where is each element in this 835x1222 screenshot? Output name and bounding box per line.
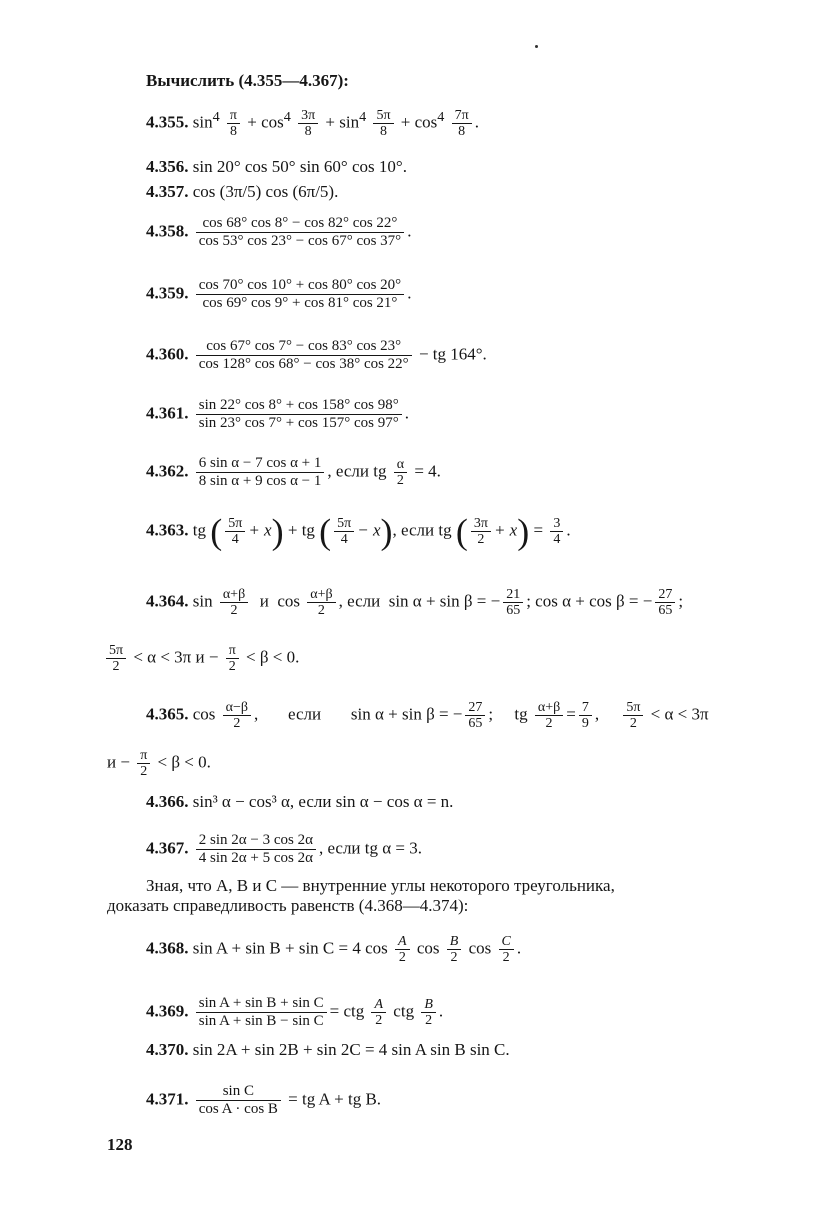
- problem-4-358: 4.358. $\frac{\cos 68^\circ \cos 8^\circ - \cos 82^\circ \cos 22^\circ}{\cos 53^\circ \cos 23^\circ - \cos 67^\circ \cos 37^\circ}$ .: [146, 215, 412, 249]
- problem-4-364-cont: $\frac{5\pi}{2}$ < α < 3π и − $\frac{\pi}{2}$ < β < 0.: [103, 643, 299, 674]
- problem-4-364: 4.364. sin $\frac{\alpha+\beta}{2}$ и cos $\frac{\alpha+\beta}{2}$ , если sin α + sin β = − $\frac{21}{65}$ ; cos α + cos β = − $\frac{27}{65}$ ;: [146, 587, 684, 618]
- problem-4-366: 4.366. sin³ α − cos³ α, если sin α − cos α = n.: [146, 792, 454, 811]
- problem-4-361: 4.361. $\frac{\sin 22^\circ \cos 8^\circ + \cos 158^\circ \cos 98^\circ}{\sin 23^\circ \cos 7^\circ + \cos 157^\circ \cos 97^\circ}$ .: [146, 397, 409, 431]
- problem-4-365: 4.365. cos $\frac{\alpha-\beta}{2}$ , если sin α + sin β = − $\frac{27}{65}$ ; tg $\frac{\alpha+\beta}{2}$ = $\frac{7}{9}$ , $\frac{5\pi}{2}$ < α < 3π: [146, 700, 709, 731]
- problem-4-371: 4.371. $\frac{\text{sin C}}{\text{cos A · cos B}}$ = tg A + tg B.: [146, 1083, 382, 1117]
- problem-4-370: 4.370. sin 2A + sin 2B + sin 2C = 4 sin A sin B sin C.: [146, 1040, 510, 1059]
- paragraph-line-2: доказать справедливость равенств (4.368—4.374):: [107, 896, 469, 915]
- problem-4-359: 4.359. $\frac{\cos 70^\circ \cos 10^\circ + \cos 80^\circ \cos 20^\circ}{\cos 69^\circ \cos 9^\circ + \cos 81^\circ \cos 21^\circ}$ .: [146, 277, 412, 311]
- problem-4-363: 4.363. tg ( $\frac{5\pi}{4}$ + x) + tg ( $\frac{5\pi}{4}$ − x), если tg ( $\frac{3\pi}{2}$ + x) = $\frac{3}{4}$ .: [146, 511, 571, 552]
- problem-4-369: 4.369. $\frac{\text{sin A + sin B + sin C}}{\text{sin A + sin B − sin C}}$ = ctg $\frac{A}{2}$ ctg $\frac{B}{2}$ .: [146, 995, 444, 1029]
- problem-4-368: 4.368. sin A + sin B + sin C = 4 cos $\frac{A}{2}$ cos $\frac{B}{2}$ cos $\frac{C}{2}$ .: [146, 934, 522, 965]
- problem-4-356: 4.356. sin 20° cos 50° sin 60° cos 10°.: [146, 157, 407, 176]
- problem-4-365-cont: и − $\frac{\pi}{2}$ < β < 0.: [107, 748, 211, 779]
- problem-4-362: 4.362. $\frac{\text{6 sin α − 7 cos α + 1}}{\text{8 sin α + 9 cos α − 1}}$ , если tg $\frac{\alpha}{2}$ = 4.: [146, 455, 441, 489]
- problem-4-357: 4.357. cos (3π/5) cos (6π/5).: [146, 182, 339, 201]
- paragraph-line-1: Зная, что A, B и C — внутренние углы некоторого треугольника,: [146, 876, 615, 895]
- problem-4-367: 4.367. $\frac{2 \sin 2\alpha - 3 \cos 2\alpha}{4 \sin 2\alpha + 5 \cos 2\alpha}$ , если tg α = 3.: [146, 832, 422, 866]
- problem-4-355: 4.355. $\sin^4$ $\frac{\pi}{8}$ + $\cos^4$ $\frac{3\pi}{8}$ + $\sin^4$ $\frac{5\pi}{8}$ + $\cos^4$ $\frac{7\pi}{8}$ .: [146, 108, 479, 140]
- speck: [535, 45, 538, 48]
- section-header: Вычислить (4.355—4.367):: [146, 71, 349, 90]
- problem-4-360: 4.360. $\frac{\cos 67^\circ \cos 7^\circ - \cos 83^\circ \cos 23^\circ}{\cos 128^\circ \cos 68^\circ - \cos 38^\circ \cos 22^\circ}$ − tg 164°.: [146, 338, 487, 372]
- page-number: 128: [107, 1135, 133, 1154]
